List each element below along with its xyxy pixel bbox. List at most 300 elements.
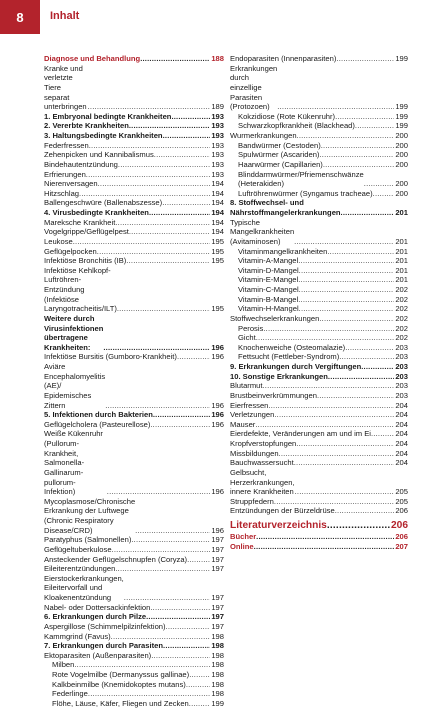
dot-leader [187, 555, 210, 565]
toc-entry [44, 64, 224, 112]
toc-entry [44, 410, 224, 420]
toc-entry-page: 196 [211, 410, 224, 420]
toc-entry-title: 6. Erkrankungen durch Pilze [44, 612, 147, 622]
toc-entry-title: Kropfverstopfungen [230, 439, 297, 448]
toc-entry [230, 150, 408, 160]
toc-entry-title: 8. Stoffwechsel- und Nährstoffmangelerkrankungen [230, 198, 341, 217]
toc-entry-title: Diagnose und Behandlung [44, 54, 141, 63]
toc-entry-page: 207 [395, 541, 408, 551]
toc-entry-title: Endoparasiten (Innenparasiten) [230, 54, 337, 63]
toc-entry [230, 189, 408, 199]
toc-entry-page: 204 [395, 439, 408, 448]
toc-entry [44, 362, 224, 410]
toc-entry-page: 195 [211, 236, 224, 246]
toc-entry-title: Struppfedern [230, 496, 274, 506]
toc-entry [230, 352, 408, 362]
toc-entry-title: Zehenpicken und Kannibalismus [44, 150, 154, 160]
dot-leader [150, 603, 210, 613]
toc-entry-title: Vitamin-E-Mangel [238, 275, 299, 285]
toc-entry-page: 193 [211, 150, 224, 160]
toc-entry-page: 198 [211, 631, 224, 641]
toc-entry-page: 196 [211, 487, 224, 497]
toc-entry [230, 256, 408, 266]
toc-entry-page: 188 [211, 54, 224, 63]
toc-entry [230, 458, 408, 468]
toc-entry-page: 194 [211, 198, 224, 208]
dot-leader [339, 352, 394, 362]
toc-entry [44, 651, 224, 661]
toc-entry-title: Bindehautentzündung [44, 159, 118, 169]
toc-entry-title: Erfrierungen [44, 169, 86, 179]
toc-entry-title: Verletzungen [230, 410, 275, 420]
toc-entry-title: Vitamin-B-Mangel [238, 294, 299, 304]
toc-entry [230, 218, 408, 247]
toc-entry [44, 632, 224, 642]
dot-leader [274, 497, 394, 507]
toc-entry-title: Rote Vogelmilbe (Dermanyssus gallinae) [52, 670, 190, 679]
dot-leader [255, 420, 394, 430]
toc-entry-title: Bandwürmer (Cestoden) [238, 140, 321, 150]
toc-entry [44, 545, 224, 555]
dot-leader [146, 612, 210, 622]
toc-entry-page: 205 [395, 487, 408, 497]
toc-entry [44, 497, 224, 536]
toc-entry-title: Bauchwassersucht [230, 458, 294, 468]
toc-entry-page: 204 [395, 458, 408, 468]
toc-entry-page: 204 [395, 400, 408, 410]
toc-entry-page: 198 [211, 689, 224, 699]
dot-leader [341, 208, 395, 218]
toc-entry-title: Aspergillose (Schimmelpilzinfektion) [44, 621, 166, 631]
toc-entry-page: 205 [395, 496, 408, 506]
toc-entry-title: Typische Mangelkrankheiten (Avitaminosen) [230, 217, 295, 246]
dot-leader [189, 699, 211, 709]
toc-entry-title: Infektiöse Bursitis (Gumboro-Krankheit) [44, 352, 177, 362]
toc-entry [44, 256, 224, 266]
toc-entry-title: Brustbeinverkrümmungen [230, 390, 317, 400]
toc-entry-page: 194 [211, 208, 224, 217]
toc-entry-page: 203 [395, 390, 408, 400]
dot-leader [73, 237, 211, 247]
toc-entry-page: 197 [211, 621, 224, 631]
toc-entry [230, 391, 408, 401]
toc-entry [44, 189, 224, 199]
toc-entry-title: Ektoparasiten (Außenparasiten) [44, 650, 152, 660]
toc-entry-page: 195 [211, 246, 224, 256]
dot-leader [319, 150, 394, 160]
toc-entry [230, 506, 408, 516]
toc-entry-page: 197 [211, 612, 224, 622]
toc-entry-title: Mycoplasmose/Chronische Erkrankung der Luftwege (Chronic Respiratory Disease/CRD) [44, 496, 136, 535]
toc-entry [44, 121, 224, 131]
toc-entry-title: Vitaminmangelkrankheiten [238, 246, 328, 256]
toc-entry-page: 194 [211, 188, 224, 198]
toc-entry-page: 198 [211, 679, 224, 689]
toc-entry-page: 189 [211, 102, 224, 112]
dot-leader [129, 121, 210, 131]
toc-entry-page: 206 [395, 532, 408, 541]
toc-entry-title: Kranke und verletzte Tiere separat unterbringen [44, 63, 87, 112]
toc-entry-title: Vogelgrippe/Geflügelpest [44, 227, 129, 237]
toc-entry-title: 5. Infektionen durch Bakterien [44, 410, 153, 420]
toc-entry-page: 203 [395, 371, 408, 381]
toc-entry [230, 170, 408, 189]
toc-entry-page: 195 [211, 304, 224, 314]
toc-entry-page: 206 [395, 506, 408, 516]
toc-entry-title: Bücher [230, 532, 257, 541]
toc-entry-title: Kammgrind (Favus) [44, 631, 111, 641]
dot-leader [321, 141, 395, 151]
dot-leader [298, 275, 394, 285]
toc-entry-title: Perosis [238, 323, 264, 333]
toc-entry-title: Blutarmut [230, 381, 263, 391]
toc-entry-title: 10. Sonstige Erkrankungen [230, 371, 328, 381]
toc-entry-page: 203 [395, 342, 408, 352]
toc-entry [230, 64, 408, 112]
dot-leader [86, 170, 211, 180]
toc-entry [44, 641, 224, 651]
toc-entry-page: 196 [211, 342, 224, 352]
toc-entry [44, 689, 224, 699]
dot-leader [177, 352, 210, 362]
dot-leader [79, 189, 210, 199]
dot-leader [361, 362, 394, 372]
toc-entry-page: 204 [395, 419, 408, 429]
toc-entry-page: 201 [395, 256, 408, 266]
toc-entry-title: Aviäre Encephalomyelitis (AE)/ Epidemisches Zittern [44, 362, 106, 410]
dot-leader [279, 449, 395, 459]
toc-entry-page: 197 [211, 593, 224, 602]
toc-entry-page: 200 [395, 150, 408, 160]
toc-entry-title: Leukose [44, 236, 73, 246]
toc-entry-title: Vitamin-H-Mangel [238, 304, 299, 314]
toc-entry-page: 203 [395, 362, 408, 371]
toc-entry [230, 160, 408, 170]
toc-entry-page: 200 [395, 159, 408, 169]
dot-leader [299, 285, 395, 295]
toc-entry [230, 266, 408, 276]
toc-entry-title: Wurmerkrankungen [230, 131, 297, 140]
toc-entry [230, 362, 408, 372]
toc-entry-page: 203 [395, 381, 408, 391]
toc-entry [230, 410, 408, 420]
dot-leader [140, 54, 210, 64]
toc-entry-title: Federfressen [44, 140, 89, 150]
dot-leader [263, 324, 394, 334]
toc-entry-title: Haarwürmer (Capillarien) [238, 159, 323, 169]
toc-entry-title: Spulwürmer (Ascariden) [238, 150, 320, 160]
toc-entry-page: 202 [395, 285, 408, 294]
toc-entry-page: 197 [211, 535, 224, 545]
toc-entry-page: 203 [395, 352, 408, 362]
dot-leader [328, 372, 394, 382]
toc-entry [230, 401, 408, 411]
toc-entry-page: 193 [211, 121, 224, 131]
page-number-badge: 8 [0, 0, 40, 34]
toc-entry [44, 314, 224, 353]
toc-entry-title: Geflügeltuberkulose [44, 544, 112, 554]
dot-leader [107, 487, 211, 497]
toc-entry [230, 275, 408, 285]
toc-entry-page: 198 [211, 660, 224, 670]
toc-entry-page: 200 [395, 179, 408, 189]
toc-entry-page: 204 [395, 410, 408, 420]
toc-entry [230, 439, 408, 449]
toc-entry [44, 150, 224, 160]
toc-entry-title: Literaturverzeichnis [230, 520, 327, 531]
toc-right-column [230, 54, 408, 551]
dot-leader [126, 256, 210, 266]
toc-entry-title: Entzündungen der Bürzeldrüse [230, 506, 335, 516]
toc-entry-page: 204 [395, 429, 408, 439]
toc-entry-page: 193 [211, 140, 224, 150]
dot-leader [294, 458, 395, 468]
toc-entry [44, 266, 224, 314]
toc-entry [44, 535, 224, 545]
toc-entry-title: Vitamin-D-Mangel [238, 265, 299, 275]
toc-entry [44, 131, 224, 141]
dot-leader [294, 237, 394, 247]
dot-leader [151, 651, 210, 661]
dot-leader [335, 506, 395, 516]
toc-entry-page: 196 [211, 352, 224, 362]
toc-entry-page: 194 [211, 217, 224, 227]
toc-entry-title: Ansteckender Geflügelschnupfen (Coryza) [44, 554, 188, 564]
toc-entry [230, 141, 408, 151]
dot-leader [263, 381, 395, 391]
toc-entry-title: Hitzschlag [44, 188, 80, 198]
toc-entry-page: 196 [211, 525, 224, 535]
toc-entry-page: 197 [211, 554, 224, 564]
toc-entry-page: 193 [211, 131, 224, 140]
page-header [0, 0, 444, 42]
toc-entry-title: Geflügelpocken [44, 246, 97, 256]
dot-leader [163, 641, 210, 651]
toc-entry-page: 206 [391, 520, 408, 531]
toc-entry-title: Kokzidiose (Rote Kükenruhr) [238, 111, 336, 121]
toc-entry [230, 314, 408, 324]
dot-leader [299, 266, 395, 276]
dot-leader [98, 179, 211, 189]
dot-leader [88, 689, 210, 699]
toc-entry [44, 198, 224, 208]
dot-leader [327, 519, 390, 532]
toc-entry [44, 670, 224, 680]
toc-entry-title: Infektiöse Kehlkopf-Luftröhren-Entzündung (Infektiöse Laryngotracheitis/ILT) [44, 265, 117, 314]
dot-leader [254, 542, 395, 552]
dot-leader [335, 112, 394, 122]
toc-entry [230, 532, 408, 542]
toc-entry [44, 699, 224, 709]
toc-entry [230, 333, 408, 343]
toc-entry-page: 193 [211, 111, 224, 121]
toc-entry [230, 295, 408, 305]
toc-entry-page: 199 [395, 111, 408, 121]
toc-entry-page: 197 [211, 602, 224, 612]
toc-entry [230, 324, 408, 334]
toc-entry-title: Kalkbeinmilbe (Knemidokoptes mutans) [52, 679, 186, 689]
toc-entry [44, 603, 224, 613]
toc-entry-title: Paratyphus (Salmonellen) [44, 535, 132, 545]
toc-entry [44, 112, 224, 122]
dot-leader [89, 141, 211, 151]
toc-entry-title: Eierdefekte, Veränderungen am und im Ei [230, 429, 371, 439]
toc-entry [230, 121, 408, 131]
toc-entry-title: Stoffwechselerkrankungen [230, 313, 320, 323]
toc-entry-page: 202 [395, 333, 408, 343]
dot-leader [115, 564, 210, 574]
toc-entry-page: 200 [395, 188, 408, 198]
dot-leader [166, 622, 211, 632]
toc-entry-page: 200 [395, 131, 408, 140]
dot-leader [371, 429, 394, 439]
toc-entry-title: 2. Vererbte Krankheiten [44, 121, 129, 131]
dot-leader [154, 150, 211, 160]
toc-entry-title: Missbildungen [230, 448, 279, 458]
toc-entry [230, 429, 408, 439]
dot-leader [327, 247, 394, 257]
dot-leader [124, 593, 211, 603]
toc-entry-title: Eierstockerkrankungen, Eileitervorfall und Kloakenentzündung [44, 573, 124, 602]
toc-entry-title: 1. Embryonal bedingte Krankheiten [44, 111, 172, 121]
toc-entry-title: Vitamin-A-Mangel [238, 256, 299, 266]
toc-entry [44, 612, 224, 622]
toc-entry [44, 555, 224, 565]
toc-entry-title: Geflügelcholera (Pasteurellose) [44, 419, 151, 429]
section-title: Inhalt [50, 10, 80, 22]
toc-entry-title: Weiße Kükenruhr (Pullorum-Krankheit, Salmonella-Gallinarum-pullorum-Infektion) [44, 429, 103, 497]
dot-leader [373, 189, 395, 199]
toc-entry [230, 247, 408, 257]
dot-leader [163, 131, 211, 141]
toc-entry [44, 141, 224, 151]
toc-entry [44, 247, 224, 257]
dot-leader [112, 545, 211, 555]
toc-entry-page: 201 [395, 208, 408, 217]
dot-leader [299, 304, 395, 314]
toc-entry-title: 7. Erkrankungen durch Parasiten [44, 641, 164, 651]
toc-entry [230, 519, 408, 532]
toc-entry-title: Milben [52, 660, 75, 670]
toc-entry [230, 131, 408, 141]
toc-entry [44, 208, 224, 218]
toc-entry-page: 204 [395, 448, 408, 458]
dot-leader [150, 420, 210, 430]
dot-leader [118, 160, 210, 170]
toc-entry-title: Weitere durch Virusinfektionen übertragene Krankheiten: [44, 313, 104, 352]
toc-entry-title: Knochenweiche (Osteomalazie) [238, 342, 346, 352]
dot-leader [186, 680, 211, 690]
dot-leader [97, 247, 211, 257]
toc-entry-page: 202 [395, 313, 408, 323]
dot-leader [364, 179, 395, 189]
toc-entry-page: 202 [395, 304, 408, 314]
toc-entry [44, 237, 224, 247]
dot-leader [135, 526, 210, 536]
toc-entry [230, 198, 408, 217]
toc-entry-title: Fettsucht (Fettleber-Syndrom) [238, 352, 340, 362]
dot-leader [149, 208, 210, 218]
dot-leader [129, 227, 210, 237]
toc-entry-page: 200 [395, 140, 408, 150]
dot-leader [88, 102, 211, 112]
toc-entry-page: 199 [211, 698, 224, 708]
toc-entry-page: 196 [211, 400, 224, 410]
dot-leader [277, 102, 394, 112]
dot-leader [189, 670, 210, 680]
toc-entry-page: 193 [211, 169, 224, 179]
toc-entry-page: 202 [395, 323, 408, 333]
dot-leader [74, 660, 210, 670]
toc-left-column [44, 54, 224, 709]
toc-entry-title: Gicht [238, 333, 256, 343]
toc-entry [44, 622, 224, 632]
toc-entry [44, 429, 224, 496]
toc-entry-page: 197 [211, 564, 224, 574]
dot-leader [115, 218, 210, 228]
toc-entry-title: Gelbsucht, Herzerkrankungen, innere Krankheiten [230, 467, 295, 497]
toc-entry-title: Nabel- oder Dottersackinfektion [44, 602, 151, 612]
toc-entry [44, 179, 224, 189]
toc-entry-title: Schwarzkopfkrankheit (Blackhead) [238, 121, 355, 131]
dot-leader [323, 160, 395, 170]
toc-entry [230, 285, 408, 295]
toc-entry-page: 195 [211, 256, 224, 266]
dot-leader [103, 343, 210, 353]
toc-entry-title: Mareksche Krankheit [44, 217, 116, 227]
dot-leader [117, 304, 210, 314]
toc-entry-page: 199 [395, 102, 408, 112]
toc-entry [44, 160, 224, 170]
toc-entry-page: 201 [395, 236, 408, 246]
dot-leader [355, 121, 394, 131]
dot-leader [297, 131, 395, 141]
dot-leader [298, 295, 394, 305]
dot-leader [162, 198, 210, 208]
dot-leader [319, 314, 394, 324]
toc-entry-title: Blinddarmwürmer/Pfriemenschwänze (Heterakiden) [238, 169, 364, 189]
toc-entry [44, 170, 224, 180]
toc-entry [44, 352, 224, 362]
toc-entry [44, 54, 224, 64]
toc-entry-title: 3. Haltungsbedingte Krankheiten [44, 131, 163, 140]
dot-leader [345, 343, 394, 353]
toc-entry-title: 9. Erkrankungen durch Vergiftungen [230, 362, 362, 371]
toc-entry [44, 680, 224, 690]
dot-leader [105, 401, 210, 411]
toc-entry [230, 343, 408, 353]
toc-entry-page: 201 [395, 275, 408, 285]
toc-entry [230, 542, 408, 552]
toc-entry-title: Mauser [230, 419, 256, 429]
toc-entry [230, 449, 408, 459]
toc-entry [230, 372, 408, 382]
toc-entry-title: Nierenversagen [44, 179, 98, 189]
toc-entry [44, 564, 224, 574]
toc-entry-title: Federlinge [52, 689, 88, 699]
dot-leader [336, 54, 394, 64]
toc-entry-page: 201 [395, 246, 408, 256]
toc-entry-title: Online [230, 541, 254, 551]
dot-leader [153, 410, 210, 420]
toc-entry-title: Vitamin-C-Mangel [238, 285, 299, 294]
toc-entry-page: 198 [211, 670, 224, 679]
dot-leader [295, 487, 395, 497]
toc-entry-page: 199 [395, 54, 408, 63]
toc-entry [230, 304, 408, 314]
toc-entry-page: 194 [211, 179, 224, 189]
toc-entry-title: Eileiterentzündungen [44, 564, 116, 574]
